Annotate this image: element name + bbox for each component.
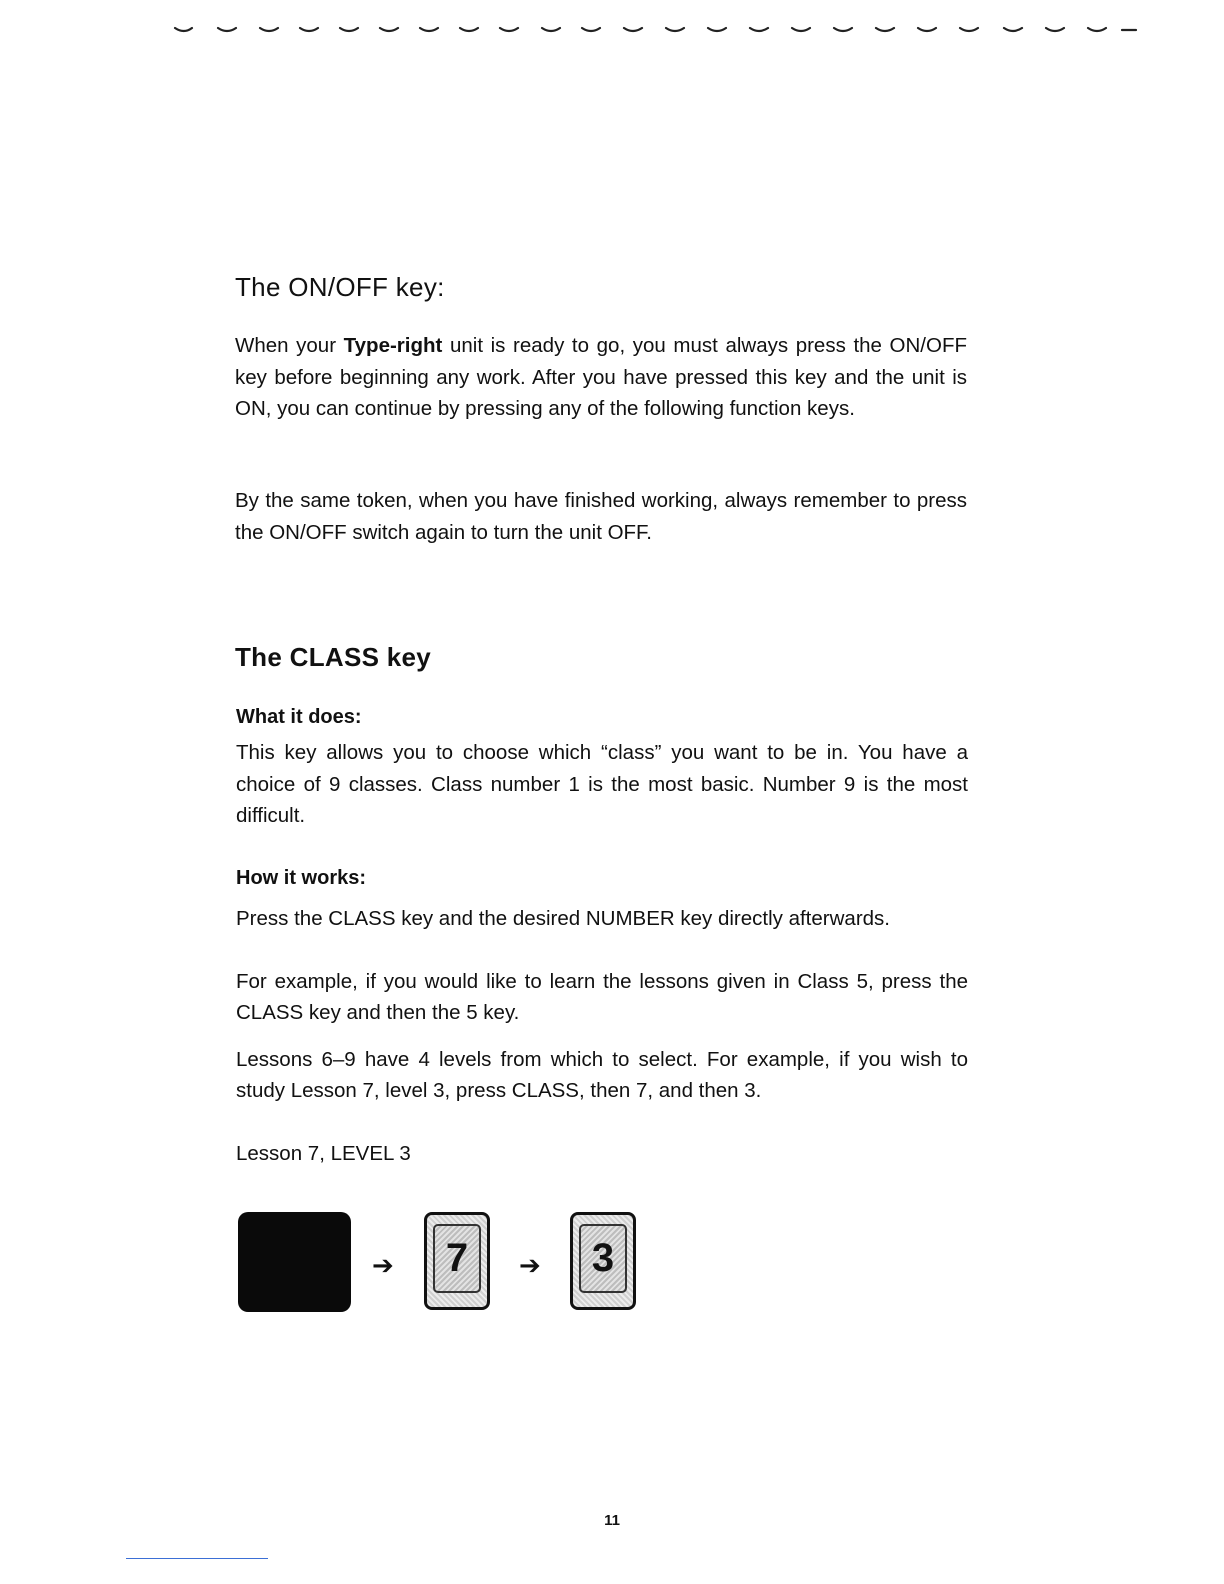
how-it-works-text-3: Lessons 6–9 have 4 levels from which to select. For example, if you wish to study Lesson 7, level 3, press CLASS, then 7, and then 3.	[236, 1048, 968, 1102]
arrow-right-icon: ➔	[519, 1250, 541, 1280]
class-heading: The CLASS key	[235, 642, 432, 672]
arrow-right-icon: ➔	[372, 1250, 394, 1280]
footer-rule	[126, 1558, 268, 1559]
number-key-7-label: 7	[433, 1224, 481, 1293]
how-it-works-heading: How it works:	[236, 867, 367, 889]
what-it-does-heading: What it does:	[236, 706, 362, 728]
how-it-works-text-1: Press the CLASS key and the desired NUMBER key directly afterwards.	[236, 907, 890, 930]
product-name: Type-right	[343, 334, 443, 357]
onoff-paragraph-1: When your Type-right unit is ready to go, you must always press the ON/OFF key before beginning any work. After you have pressed this key and the unit is ON, you can continue by pressing any of the following function keys.	[235, 334, 967, 420]
onoff-heading: The ON/OFF key:	[235, 272, 445, 302]
number-key-7	[424, 1212, 490, 1310]
page-number: 11	[604, 1512, 620, 1529]
example-label: Lesson 7, LEVEL 3	[236, 1142, 411, 1165]
how-it-works-text-2: For example, if you would like to learn the lessons given in Class 5, press the CLASS key and then the 5 key.	[236, 970, 968, 1024]
number-key-3-label: 3	[579, 1224, 627, 1293]
class-key-icon	[238, 1212, 351, 1312]
perforation-edge	[170, 22, 1140, 38]
what-it-does-text: This key allows you to choose which “class” you want to be in. You have a choice of 9 classes. Class number 1 is the most basic. Number 9 is the most difficult.	[236, 741, 968, 827]
key-sequence	[238, 1212, 658, 1314]
onoff-paragraph-2: By the same token, when you have finished working, always remember to press the ON/OFF switch again to turn the unit OFF.	[235, 489, 967, 544]
number-key-3	[570, 1212, 636, 1310]
